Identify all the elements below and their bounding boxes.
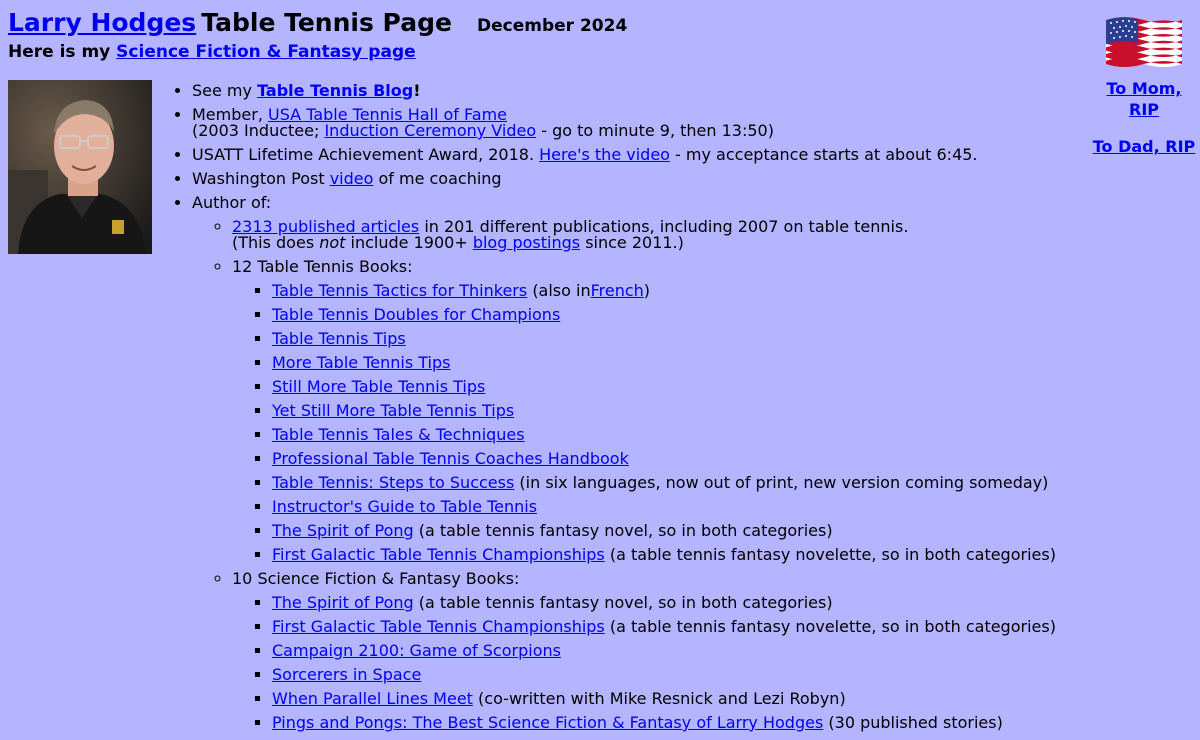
page-date: December 2024: [477, 16, 628, 36]
list-item-tt-books: [232, 255, 1072, 567]
site-name-link[interactable]: Larry Hodges: [8, 8, 197, 37]
book-link[interactable]: Professional Table Tennis Coaches Handbook: [272, 449, 629, 468]
articles-suffix: in 201 different publications, including 2007 on table tennis.: [424, 217, 909, 236]
page-header: [8, 6, 627, 63]
list-item: [272, 519, 1072, 543]
list-item: [272, 327, 1072, 351]
list-item-blog: [192, 79, 1072, 103]
hof-prefix: Member,: [192, 105, 263, 124]
list-item: [272, 543, 1072, 567]
list-item: [272, 615, 1072, 639]
articles-line2-a: (This does: [232, 233, 315, 252]
page-title-text: Table Tennis Page: [201, 8, 452, 37]
list-item-sf-books: [232, 567, 1072, 735]
list-item: [272, 663, 1072, 687]
articles-line2-em: not: [319, 233, 346, 252]
book-link[interactable]: Table Tennis Doubles for Champions: [272, 305, 561, 324]
book-link[interactable]: Table Tennis Tactics for Thinkers: [272, 281, 528, 300]
book-link[interactable]: The Spirit of Pong: [272, 593, 414, 612]
sf-books-list: [232, 591, 1072, 735]
book-link[interactable]: When Parallel Lines Meet: [272, 689, 473, 708]
book-note-end: ): [643, 281, 651, 300]
book-note: (a table tennis fantasy novelette, so in both categories): [609, 617, 1056, 636]
usatt-video-link[interactable]: Here's the video: [539, 145, 670, 164]
book-note: (in six languages, now out of print, new version coming someday): [519, 473, 1049, 492]
list-item: [272, 399, 1072, 423]
table-tennis-blog-link[interactable]: Table Tennis Blog: [257, 81, 414, 100]
book-note: (30 published stories): [828, 713, 1003, 732]
subtitle-prefix: Here is my: [8, 42, 111, 62]
book-note: (a table tennis fantasy novel, so in both categories): [418, 593, 833, 612]
hall-of-fame-link[interactable]: USA Table Tennis Hall of Fame: [268, 105, 507, 124]
list-item: [272, 471, 1072, 495]
book-link[interactable]: Sorcerers in Space: [272, 665, 422, 684]
to-mom-link[interactable]: To Mom, RIP: [1106, 79, 1182, 119]
book-note: (a table tennis fantasy novelette, so in both categories): [609, 545, 1056, 564]
blog-postings-link[interactable]: blog postings: [472, 233, 581, 252]
book-link[interactable]: Table Tennis Tips: [272, 329, 406, 348]
book-link[interactable]: First Galactic Table Tennis Championships: [272, 545, 605, 564]
hof-line2-suffix: - go to minute 9, then 13:50): [541, 121, 774, 140]
list-item-washington-post: [192, 167, 1072, 191]
list-item: [272, 303, 1072, 327]
book-note: (also in: [532, 281, 591, 300]
wapo-suffix: of me coaching: [378, 169, 502, 188]
articles-line2-c: since 2011.): [585, 233, 684, 252]
list-item-hall-of-fame: [192, 103, 1072, 143]
wapo-video-link[interactable]: video: [329, 169, 374, 188]
list-item: [272, 447, 1072, 471]
list-item: [272, 279, 1072, 303]
hof-line2-prefix: (2003 Inductee;: [192, 121, 320, 140]
book-link[interactable]: Campaign 2100: Game of Scorpions: [272, 641, 561, 660]
tt-books-list: [232, 279, 1072, 567]
us-flag-icon: [1104, 12, 1184, 72]
book-note: (co-written with Mike Resnick and Lezi Robyn): [478, 689, 846, 708]
to-dad-link[interactable]: To Dad, RIP: [1092, 137, 1196, 156]
book-link[interactable]: Table Tennis Tales & Techniques: [272, 425, 525, 444]
main-content: [172, 79, 1072, 735]
usatt-suffix: - my acceptance starts at about 6:45.: [675, 145, 978, 164]
list-item-articles: [232, 215, 1072, 255]
list-item-usatt-award: [192, 143, 1072, 167]
author-portrait-image: [8, 80, 152, 254]
book-link[interactable]: Table Tennis: Steps to Success: [272, 473, 515, 492]
list-item: [272, 711, 1072, 735]
author-sublist: [192, 215, 1072, 735]
sf-books-label: 10 Science Fiction & Fantasy Books:: [232, 569, 520, 588]
articles-line2-b: include 1900+: [350, 233, 468, 252]
french-edition-link[interactable]: French: [590, 281, 644, 300]
author-label: Author of:: [192, 193, 272, 212]
sf-fantasy-page-link[interactable]: Science Fiction & Fantasy page: [116, 42, 416, 62]
usatt-prefix: USATT Lifetime Achievement Award, 2018.: [192, 145, 535, 164]
page-title: [8, 6, 627, 43]
book-link[interactable]: First Galactic Table Tennis Championships: [272, 617, 605, 636]
list-item-author: [192, 191, 1072, 735]
list-item: [272, 351, 1072, 375]
list-item: [272, 687, 1072, 711]
tt-books-label: 12 Table Tennis Books:: [232, 257, 413, 276]
list-item: [272, 591, 1072, 615]
list-item: [272, 375, 1072, 399]
author-photo: [8, 80, 152, 254]
book-link[interactable]: Instructor's Guide to Table Tennis: [272, 497, 538, 516]
list-item: [272, 495, 1072, 519]
blog-prefix: See my: [192, 81, 252, 100]
wapo-prefix: Washington Post: [192, 169, 325, 188]
list-item: [272, 423, 1072, 447]
main-list: [172, 79, 1072, 735]
book-note: (a table tennis fantasy novel, so in both categories): [418, 521, 833, 540]
book-link[interactable]: The Spirit of Pong: [272, 521, 414, 540]
book-link[interactable]: Still More Table Tennis Tips: [272, 377, 486, 396]
blog-suffix: !: [413, 81, 421, 100]
page-subtitle: [8, 41, 627, 63]
induction-video-link[interactable]: Induction Ceremony Video: [324, 121, 537, 140]
right-column: [1092, 12, 1196, 157]
book-link[interactable]: Yet Still More Table Tennis Tips: [272, 401, 515, 420]
published-articles-link[interactable]: 2313 published articles: [232, 217, 420, 236]
list-item: [272, 639, 1072, 663]
book-link[interactable]: More Table Tennis Tips: [272, 353, 451, 372]
book-link[interactable]: Pings and Pongs: The Best Science Fiction & Fantasy of Larry Hodges: [272, 713, 824, 732]
